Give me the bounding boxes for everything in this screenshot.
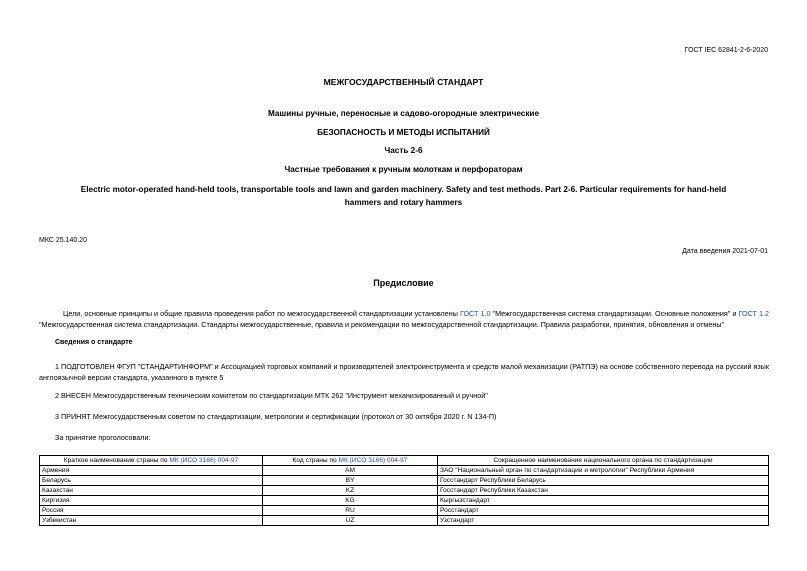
english-title: Electric motor-operated hand-held tools, transportable tools and lawn and garden machinery. Safety and test methods. Part 2-6. Particular requirements for hand-held hammers and rotary hammers	[80, 185, 727, 207]
subtitle: Частные требования к ручным молоткам и перфораторам	[284, 165, 523, 174]
preface-text-2: "Межгосударственная система стандартизации. Основные положения" и	[490, 309, 739, 318]
header-code-text: Код страны по	[292, 457, 339, 464]
code-cell: UZ	[263, 516, 438, 526]
organization-cell: ЗАО "Национальный орган по стандартизации и метрологии" Республики Армения	[438, 466, 769, 476]
country-cell: Беларусь	[40, 476, 263, 486]
code-cell: BY	[263, 476, 438, 486]
item-1-prepared: 1 ПОДГОТОВЛЕН ФГУП "СТАНДАРТИНФОРМ" и Ассоциацией торговых компаний и производителей электроинструмента и средств малой механизации (РАТПЭ) на основе собственного перевода на русский язык англоязычной версии стандарта, указанного в пункте 5	[39, 362, 769, 382]
document-code: ГОСТ IEC 62841-2-6-2020	[684, 47, 768, 54]
table-row	[40, 516, 769, 526]
preface-text-3: "Межгосударственная система стандартизации. Стандарты межгосударственные, правила и рекомендации по межгосударственной стандартизации. Правила разработки, принятия, обновления и отмены"	[39, 320, 725, 329]
country-cell: Узбекистан	[40, 516, 263, 526]
gost-1-2-link[interactable]: ГОСТ 1.2	[738, 309, 769, 318]
preface-heading: Предисловие	[373, 278, 434, 288]
header-organization: Сокращенное наименование национального органа по стандартизации	[438, 456, 769, 466]
header-code-link[interactable]: МК (ИСО 3166) 004-97	[338, 457, 408, 464]
introduction-date: Дата введения 2021-07-01	[682, 248, 768, 255]
table-row	[40, 486, 769, 496]
part-number: Часть 2-6	[384, 146, 423, 155]
countries-table	[39, 455, 769, 526]
about-standard-heading: Сведения о стандарте	[55, 339, 133, 346]
preface-text-1: Цели, основные принципы и общие правила проведения работ по межгосударственной стандартизации установлены	[63, 309, 460, 318]
code-cell: RU	[263, 506, 438, 516]
item-2-submitted: 2 ВНЕСЕН Межгосударственным техническим комитетом по стандартизации МТК 262 "Инструмент механизированный и ручной"	[55, 391, 488, 400]
header-code	[263, 456, 438, 466]
preface-paragraph	[39, 308, 769, 330]
mks-code: МКС 25.140.20	[39, 237, 87, 244]
table-header-row	[40, 456, 769, 466]
country-cell: Казахстан	[40, 486, 263, 496]
organization-cell: Росстандарт	[438, 506, 769, 516]
organization-cell: Госстандарт Республики Беларусь	[438, 476, 769, 486]
organization-cell: Госстандарт Республики Казахстан	[438, 486, 769, 496]
country-cell: Россия	[40, 506, 263, 516]
voted-label: За принятие проголосовали:	[55, 433, 151, 442]
organization-cell: Узстандарт	[438, 516, 769, 526]
table-row	[40, 506, 769, 516]
code-cell: AM	[263, 466, 438, 476]
code-cell: KG	[263, 496, 438, 506]
header-country-link[interactable]: МК (ИСО 3166) 004-97	[169, 457, 239, 464]
code-cell: KZ	[263, 486, 438, 496]
country-cell: Армения	[40, 466, 263, 476]
country-cell: Киргизия	[40, 496, 263, 506]
standard-heading: МЕЖГОСУДАРСТВЕННЫЙ СТАНДАРТ	[323, 77, 484, 87]
title-line-2: БЕЗОПАСНОСТЬ И МЕТОДЫ ИСПЫТАНИЙ	[317, 128, 490, 137]
gost-1-0-link[interactable]: ГОСТ 1.0	[459, 309, 491, 318]
organization-cell: Кыргызстандарт	[438, 496, 769, 506]
table-row	[40, 496, 769, 506]
header-country-text: Краткое наименование страны по	[63, 457, 170, 464]
title-line-1: Машины ручные, переносные и садово-огородные электрические	[267, 109, 540, 118]
table-row	[40, 466, 769, 476]
header-country	[40, 456, 263, 466]
table-row	[40, 476, 769, 486]
item-3-adopted: 3 ПРИНЯТ Межгосударственным советом по стандартизации, метрологии и сертификации (протокол от 30 октября 2020 г. N 134-П)	[55, 412, 497, 421]
